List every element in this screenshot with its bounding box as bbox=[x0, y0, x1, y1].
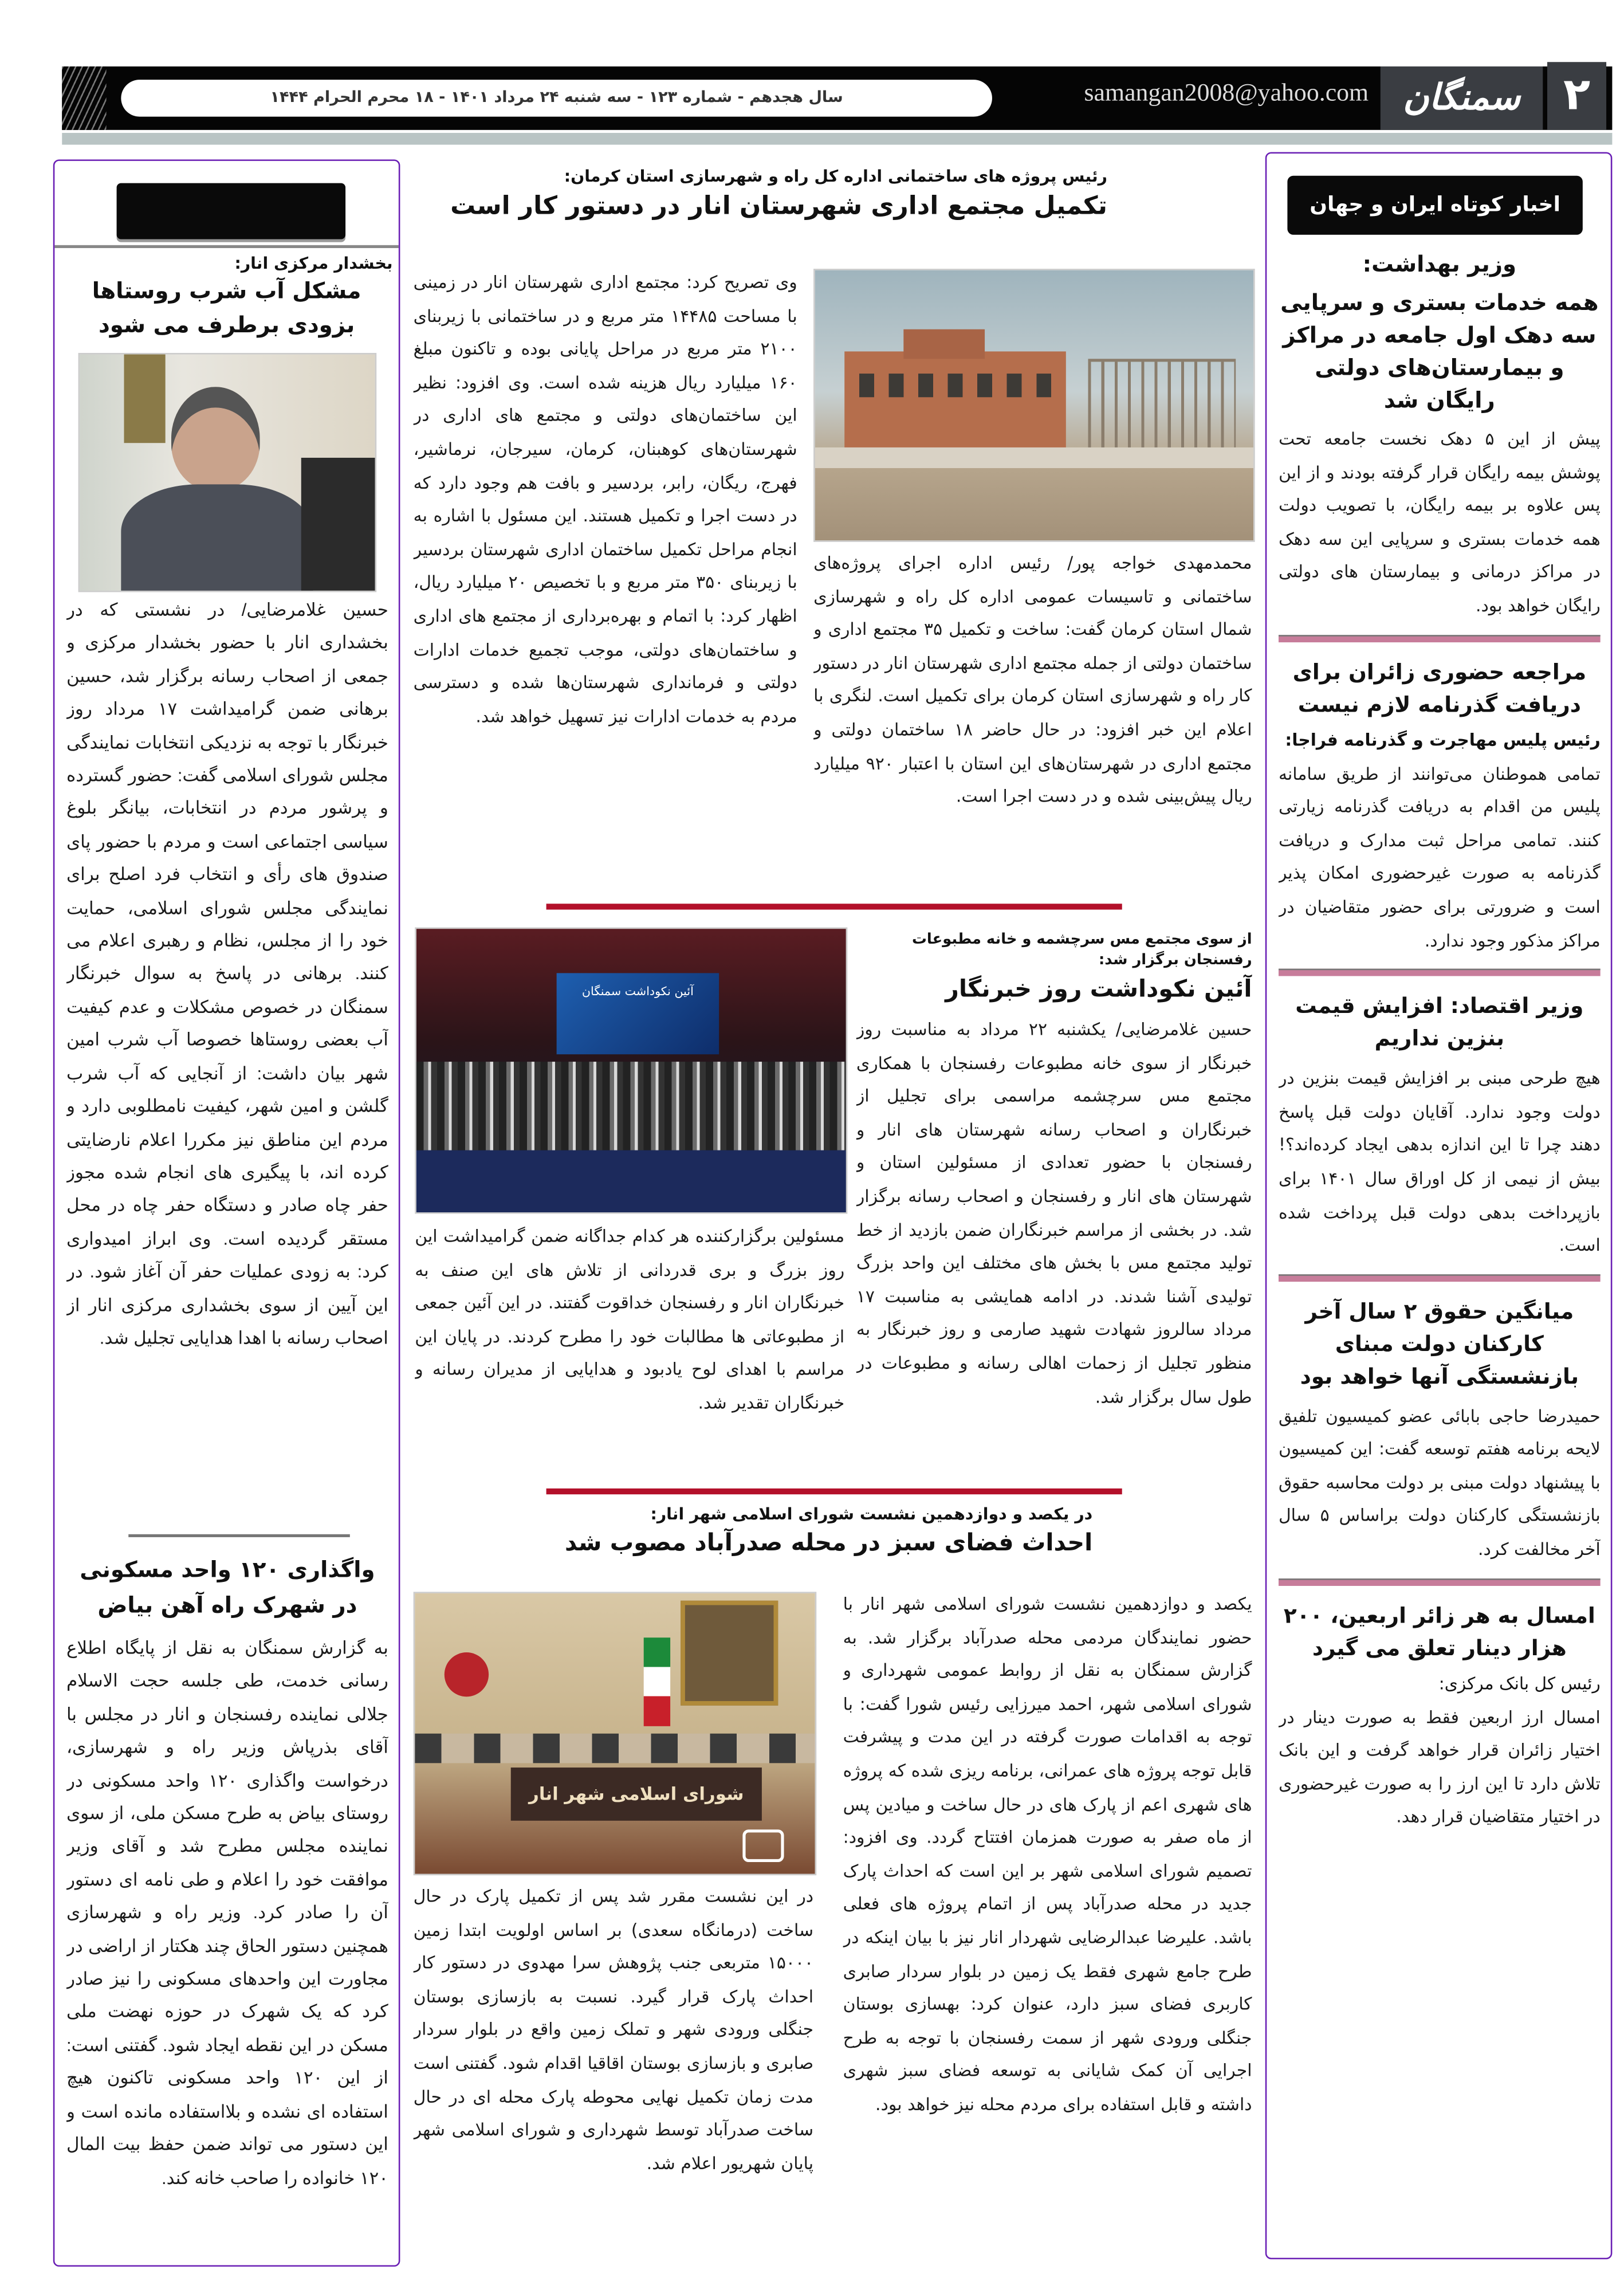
people-at-table bbox=[415, 1734, 815, 1764]
newspaper-logo: سمنگان bbox=[1381, 66, 1543, 130]
group-of-people bbox=[416, 1062, 846, 1150]
flag bbox=[644, 1637, 670, 1726]
wall bbox=[815, 447, 1253, 468]
article-body: حسین غلامرضایی/ در نشستی که در بخشداری انار با حضور بخشدار مرکزی و جمعی از اصحاب رسانه برگزار شد، حسین برهانی ضمن گرامیداشت ۱۷ مرداد روز خبرنگار با توجه به نزدیکی انتخابات نمایندگی مجلس شورای اسلامی گفت: حضور گسترده و پرشور مردم در انتخابات، بیانگر بلوغ سیاسی اجتماعی است و مردم با حضور پای صندوق های رأی و انتخاب فرد اصلح برای نمایندگی مجلس شورای اسلامی، حمایت خود را از مجلس، نظام و رهبری اعلام می کنند. برهانی در پاسخ به سوال خبرنگار سمنگان در خصوص مشکلات و عدم کیفیت آب بعضی روستاها خصوصا آب شرب امین شهر بیان داشت: از آنجایی که آب شرب گلشن و امین شهر، کیفیت نامطلوبی دارد و مردم این مناطق نیز مکررا اعلام نارضایتی کرده اند، با پیگیری های انجام شده مجوز حفر چاه صادر و دستگاه حفر چاه در محل مستقر گردیده است. وی ابراز امیدواری کرد: به زودی عملیات حفر آن آغاز شود. در این آیین از سوی بخشداری مرکزی انار از اصحاب رسانه با اهدا هدایایی تجلیل شد. bbox=[66, 599, 388, 1348]
news-headline: وزیر اقتصاد: افزایش قیمت بنزین نداریم bbox=[1295, 995, 1584, 1052]
portrait-photo bbox=[78, 353, 377, 592]
news-kicker: وزیر بهداشت: bbox=[1362, 251, 1517, 278]
stage-floor bbox=[416, 1150, 846, 1212]
news-body: امسال ارز اربعین فقط به صورت دینار در اختیار زائران قرار خواهد گرفت و این بانک تلاش دارد تا این ارز را به صورت غیرحضوری در اختیار متقاضیان قرار دهد. bbox=[1278, 1706, 1601, 1828]
chair bbox=[301, 458, 375, 591]
news-body: پیش از این ۵ دهک نخست جامعه تحت پوشش بیمه رایگان قرار گرفته بودند و از این پس علاوه بر بیمه رایگان، با تصویب دولت همه خدمات بستری و سرپایی این سه دهک در مراکز درمانی و بیمارستان های دولتی رایگان خواهد بود. bbox=[1278, 428, 1601, 616]
issue-line: سال هجدهم - شماره ۱۲۳ - سه شنبه ۲۴ مرداد ۱۴۰۱ - ۱۸ محرم الحرام ۱۴۴۴ bbox=[121, 80, 992, 116]
article-body: حسین غلامرضایی/ یکشنبه ۲۲ مرداد به مناسبت روز خبرنگار از سوی خانه مطبوعات رفسنجان با همکاری مجتمع مس سرچشمه مراسمی برای تجلیل از خبرنگاران و اصحاب رسانه شهرستان های انار و رفسنجان با حضور تعدادی از مسئولین استان و شهرستان های انار و رفسنجان و اصحاب رسانه برگزار شد. در بخشی از مراسم خبرنگاران ضمن بازدید از خط تولید مجتمع مس با بخش های مختلف این واحد بزرگ تولیدی آشنا شدند. در ادامه همایشی به مناسبت ۱۷ مرداد سالروز شهادت شهید صارمی و روز خبرنگار به منظور تجلیل از زحمات اهالی رسانه و مطبوعات در طول سال برگزار شد. bbox=[856, 1019, 1252, 1407]
article-heading-group bbox=[61, 253, 393, 343]
article-heading-group bbox=[502, 1503, 1092, 1561]
divider bbox=[128, 1534, 350, 1537]
windows bbox=[859, 374, 1051, 397]
news-headline: مراجعه حضوری زائران برای دریافت گذرنامه لازم نیست bbox=[1292, 661, 1587, 717]
news-body: هیچ طرحی مبنی بر افزایش قیمت بنزین در دولت وجود ندارد. آقایان دولت قبل پاسخ دهند چرا تا این اندازه بدهی ایجاد کرده‌اند؟! بیش از نیمی از کل اوراق سال ۱۴۰۱ برای بازپرداخت بدهی دولت قبل پرداخت شده است. bbox=[1278, 1067, 1601, 1255]
news-kicker: رئیس کل بانک مرکزی: bbox=[1438, 1672, 1601, 1694]
article-kicker: بخشدار مرکزی انار: bbox=[234, 254, 393, 273]
news-body: تمامی هموطنان می‌توانند از طریق سامانه پلیس من اقدام به دریافت گذرنامه زیارتی کنند. تمامی مراحل ثبت مدارک و دریافت گذرنامه به صورت غیرحضوری امکان پذیر است و ضرورتی برای حضور متقاضیان در مراکز مذکور وجود ندارد. bbox=[1278, 763, 1601, 951]
article-flow bbox=[66, 1552, 388, 2258]
divider bbox=[54, 245, 399, 248]
section-label-short-news: اخبار کوتاه ایران و جهان bbox=[1287, 176, 1582, 235]
article-kicker: از سوی مجتمع مس سرچشمه و خانه مطبوعات رفسنجان برگزار شد: bbox=[912, 932, 1252, 969]
article-headline: احداث فضای سبز در محله صدرآباد مصوب شد bbox=[565, 1528, 1093, 1557]
council-meeting-photo bbox=[414, 1592, 817, 1875]
news-body: حمیدرضا حاجی بابائی عضو کمیسیون تلفیق لایحه برنامه هفتم توسعه گفت: این کمیسیون با پیشنهاد دولت مبنی بر دولت محاسبه حقوق بازنشستگی کارکنان دولت براساس ۵ سال آخر مخالفت کرد. bbox=[1278, 1405, 1601, 1560]
article-headline: واگذاری ۱۲۰ واحد مسکونی در شهرک راه آهن بیاض bbox=[80, 1556, 375, 1619]
article-headline: آئین نکوداشت روز خبرنگار bbox=[945, 975, 1252, 1003]
construction-scaffold bbox=[1088, 359, 1236, 450]
right-column-box bbox=[1265, 152, 1613, 2259]
short-news-list bbox=[1279, 248, 1601, 2249]
article-body: یکصد و دوازدهمین نشست شورای اسلامی شهر انار با حضور نمایندگان مردمی محله صدرآباد برگزار شد. به گزارش سمنگان به نقل از روابط عمومی شهرداری و شورای اسلامی شهر، احمد میرزایی رئیس شورا گفت: با توجه به اقدامات صورت گرفته در این مدت و پیشرفت قابل توجه پروژه های عمرانی، برنامه ریزی شده که پروژه های شهری اعم از پارک های در حال ساخت و میادین پس از ماه صفر به صورت همزمان افتتاح گردد. وی افزود: تصمیم شورای اسلامی شهر بر این است که احداث پارک جدید در محله صدرآباد پس از اتمام پروژه های فعلی باشد. علیرضا عبدالرضایی شهردار انار نیز با بیان اینکه در طرح جامع شهری فقط یک زمین در بلوار سردار صابری کاربری فضای سبز دارد، عنوان کرد: بهسازی بوستان جنگلی ورودی شهر از سمت رفسنجان با توجه به طرح اجرایی آن کمک شایانی به توسعه فضای سبز شهری داشته و قابل استفاده برای مردم محله نیز خواهد بود. bbox=[843, 1593, 1252, 2115]
banner-text: آئین نکوداشت سمنگان bbox=[581, 985, 694, 999]
article-flow bbox=[856, 930, 1252, 1484]
stage-banner bbox=[557, 973, 719, 1054]
building-photo bbox=[813, 269, 1255, 542]
masthead-bar bbox=[62, 66, 1612, 130]
page-number: ۲ bbox=[1547, 62, 1606, 130]
framed-portrait bbox=[681, 1601, 778, 1706]
person-head bbox=[171, 387, 260, 490]
article-heading-group bbox=[443, 166, 1107, 226]
article-body: محمدمهدی خواجه پور/ رئیس اداره اجرای پروژه‌های ساختمانی و تاسیسات عمومی اداره کل راه و شهرسازی شمال استان کرمان گفت: ساخت و تکمیل ۳۵ مجتمع اداری و ساختمان دولتی از جمله مجتمع اداری شهرستان انار در دستور کار راه و شهرسازی استان کرمان برای تکمیل است. لنگری با اعلام این خبر افزود: در حال حاضر ۱۸ ساختمان دولتی و مجتمع اداری در شهرستان‌های این استان با اعتبار ۹۲۰ میلیارد ریال پیش‌بینی شده و در دست اجرا است. bbox=[813, 552, 1252, 807]
article-headline: مشکل آب شرب روستاها بزودی برطرف می شود bbox=[92, 277, 361, 339]
news-headline: امسال به هر زائر اربعین، ۲۰۰ هزار دینار تعلق می گیرد bbox=[1283, 1604, 1595, 1661]
article-body: مسئولین برگزارکننده هر کدام جداگانه ضمن گرامیداشت این روز بزرگ و بری قدردانی از تلاش های این صنف به خبرنگاران انار و رفسنجان خداقوت گفتند. در این آئین جمعی از مطبوعاتی ها مطالبات خود را مطرح کردند. در پایان این مراسم با اهدای لوح یادبود و هدایایی از مدیران رسانه و خبرنگاران تقدیر شد. bbox=[415, 1226, 845, 1413]
news-headline: میانگین حقوق ۲ سال آخر کارکنان دولت مبنای بازنشستگی آنها خواهد بود bbox=[1300, 1300, 1579, 1389]
divider bbox=[1279, 969, 1601, 976]
article-kicker: رئیس پروژه های ساختمانی اداره کل راه و شهرسازی استان کرمان: bbox=[564, 167, 1107, 186]
photo-frame-detail bbox=[124, 355, 165, 443]
divider bbox=[1279, 1274, 1601, 1281]
divider bbox=[546, 904, 1122, 909]
divider bbox=[546, 1488, 1122, 1494]
decorative-stripes bbox=[62, 66, 106, 130]
building-top bbox=[903, 329, 985, 359]
camera-icon bbox=[742, 1829, 784, 1862]
ceremony-photo bbox=[415, 928, 847, 1214]
divider bbox=[1279, 634, 1601, 642]
building bbox=[844, 351, 1066, 454]
article-body: در این نشست مقرر شد پس از تکمیل پارک در حال ساخت (درمانگاه سعدی) بر اساس اولویت ابتدا زمین ۱۵۰۰۰ متربعی جنب پژوهش سرا مهدوی در دستور کار احداث پارک قرار گیرد. نسبت به بازسازی بوستان جنگلی ورودی شهر و تملک زمین واقع در بلوار سردار صابری و بازسازی بوستان اقاقیا اقدام شود. گفتنی است مدت زمان تکمیل نهایی محوطه پارک محله ای در حال ساخت صدرآباد توسط شهرداری و شورای اسلامی شهر پایان شهریور اعلام شد. bbox=[413, 1886, 814, 2174]
left-column-box bbox=[53, 159, 400, 2267]
email-link[interactable]: samangan2008@yahoo.com bbox=[1084, 78, 1369, 107]
article-body: وی تصریح کرد: مجتمع اداری شهرستان انار در زمینی با مساحت ۱۴۴۸۵ متر مربع و در ساختمانی با زیربنای ۲۱۰۰ متر مربع در مراحل پایانی بوده و تاکنون مبلغ ۱۶۰ میلیارد ریال هزینه شده است. وی افزود: نظیر این ساختمان‌های دولتی و مجتمع های اداری در شهرستان‌های کوهبنان، کرمان، سیرجان، نرماشیر، فهرج، ریگان، رابر، بردسیر و بافت هم وجود دارد که در دست اجرا و تکمیل هستند. این مسئول با اشاره به انجام مراحل تکمیل ساختمان اداری شهرستان بردسیر با زیربنای ۳۵۰ متر مربع و با تخصیص ۲۰ میلیارد ریال، اظهار کرد: با اتمام و بهره‌برداری از مجتمع های اداری و ساختمان‌های دولتی، موجب تجمیع خدمات ادارات دولتی و فرمانداری شهرستان‌ها شده و دسترسی مردم به خدمات ادارات نیز تسهیل خواهد شد. bbox=[413, 272, 797, 726]
emblem bbox=[445, 1652, 489, 1696]
council-sign: شورای اسلامی شهر انار bbox=[511, 1768, 762, 1821]
article-kicker: در یکصد و دوازدهمین نشست شورای اسلامی شهر انار: bbox=[650, 1505, 1093, 1524]
news-headline: همه خدمات بستری و سرپایی سه دهک اول جامعه در مراکز و بیمارستان‌های دولتی رایگان شد bbox=[1280, 289, 1599, 414]
article-headline: تکمیل مجتمع اداری شهرستان انار در دستور کار است bbox=[450, 192, 1107, 222]
divider bbox=[1279, 1578, 1601, 1585]
news-kicker: رئیس پلیس مهاجرت و گذرنامه فراجا: bbox=[1285, 729, 1601, 750]
masthead-underline bbox=[62, 133, 1612, 145]
person-body bbox=[121, 484, 313, 592]
article-body: به گزارش سمنگان به نقل از پایگاه اطلاع رسانی خدمت، طی جلسه حجت الاسلام جلالی نماینده رفسنجان و انار در مجلس با آقای بذرپاش وزیر راه و شهرسازی، درخواست واگذاری ۱۲۰ واحد مسکونی در روستای بیاض به طرح مسکن ملی، از سوی نماینده مجلس مطرح شد و آقای وزیر موافقت خود را اعلام و طی نامه ای دستور آن را صادر کرد. وزیر راه و شهرسازی همچنین دستور الحاق چند هکتار از اراضی در مجاورت این واحدهای مسکونی را نیز صادر کرد که یک شهرک در حوزه نهضت ملی مسکن در این نقطه ایجاد شود. گفتنی است: از این ۱۲۰ واحد مسکونی تاکنون هیچ استفاده ای نشده و بلااستفاده مانده است و این دستور می تواند ضمن حفظ بیت المال ۱۲۰ خانواده را صاحب خانه کند. bbox=[66, 1637, 388, 2188]
column-header-graphic bbox=[117, 183, 345, 239]
